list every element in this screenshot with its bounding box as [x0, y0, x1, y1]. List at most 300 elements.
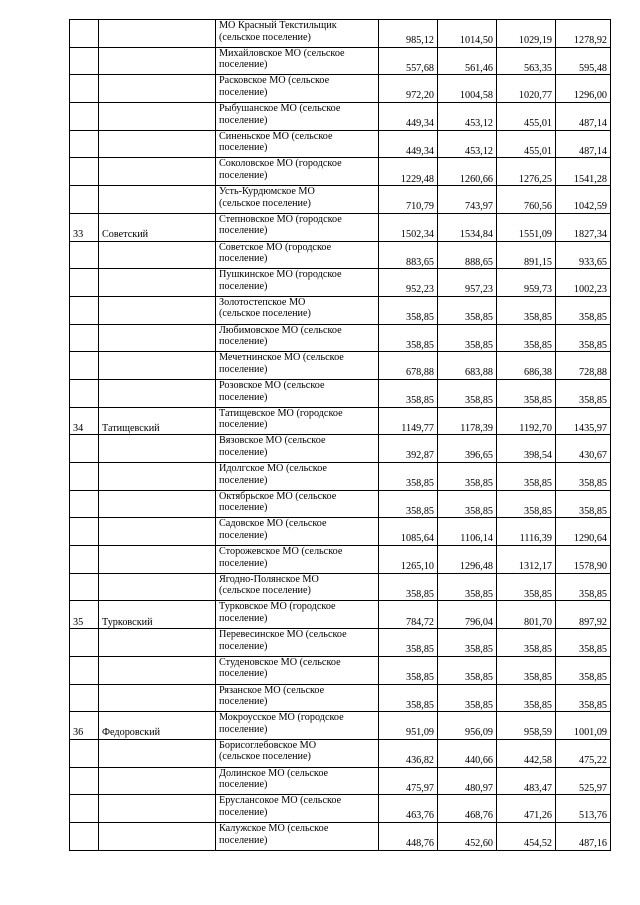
- value-cell-4: 487,14: [556, 130, 611, 158]
- value-cell-4: 1296,00: [556, 75, 611, 103]
- value-cell-4: 1541,28: [556, 158, 611, 186]
- value-cell-3: 891,15: [497, 241, 556, 269]
- municipality-name-line1: Усть-Курдюмское МО: [219, 186, 315, 198]
- value-cell-2: 358,85: [438, 573, 497, 601]
- value-cell-2: 358,85: [438, 490, 497, 518]
- value-cell-1: 358,85: [379, 463, 438, 491]
- municipality-name-line2: (сельское поселение): [219, 308, 311, 320]
- row-number-cell: [70, 573, 99, 601]
- value-cell-4: 430,67: [556, 435, 611, 463]
- municipality-name-line1: Розовское МО (сельское: [219, 379, 325, 391]
- municipality-name-line2: (сельское поселение): [219, 585, 311, 597]
- value-cell-4: 525,97: [556, 767, 611, 795]
- district-cell: [99, 75, 216, 103]
- row-number-cell: [70, 822, 99, 850]
- municipality-name-cell: [216, 213, 379, 241]
- table-row: [70, 213, 611, 241]
- table-row: [70, 241, 611, 269]
- row-number-cell: [70, 352, 99, 380]
- table-row: [70, 435, 611, 463]
- table-row: [70, 629, 611, 657]
- value-cell-3: 1312,17: [497, 546, 556, 574]
- value-cell-2: 358,85: [438, 296, 497, 324]
- municipality-name-cell: [216, 684, 379, 712]
- municipality-name-line1: МО Красный Текстильщик: [219, 20, 337, 31]
- municipality-name-line1: Пушкинское МО (городское: [219, 269, 342, 281]
- value-cell-1: 972,20: [379, 75, 438, 103]
- value-cell-3: 471,26: [497, 795, 556, 823]
- district-cell: [99, 20, 216, 48]
- tariff-table: [69, 19, 611, 851]
- municipality-name-line1: Любимовское МО (сельское: [219, 324, 342, 336]
- value-cell-4: 1435,97: [556, 407, 611, 435]
- row-number-cell: [70, 47, 99, 75]
- district-cell: Федоровский: [99, 712, 216, 740]
- value-cell-3: 1116,39: [497, 518, 556, 546]
- district-cell: [99, 103, 216, 131]
- municipality-name-line2: поселение): [219, 502, 268, 514]
- value-cell-4: 475,22: [556, 739, 611, 767]
- district-cell: [99, 822, 216, 850]
- municipality-name-cell: [216, 379, 379, 407]
- table-row: [70, 739, 611, 767]
- value-cell-3: 358,85: [497, 379, 556, 407]
- municipality-name-cell: [216, 130, 379, 158]
- municipality-name-line1: Студеновское МО (сельское: [219, 656, 341, 668]
- district-cell: [99, 158, 216, 186]
- value-cell-2: 888,65: [438, 241, 497, 269]
- value-cell-3: 442,58: [497, 739, 556, 767]
- value-cell-3: 358,85: [497, 463, 556, 491]
- district-cell: Советский: [99, 213, 216, 241]
- value-cell-2: 453,12: [438, 103, 497, 131]
- table-body: [70, 20, 611, 851]
- value-cell-3: 1192,70: [497, 407, 556, 435]
- value-cell-2: 1014,50: [438, 20, 497, 48]
- row-number-cell: [70, 379, 99, 407]
- value-cell-1: 1502,34: [379, 213, 438, 241]
- value-cell-1: 1149,77: [379, 407, 438, 435]
- value-cell-2: 358,85: [438, 684, 497, 712]
- table-row: [70, 324, 611, 352]
- value-cell-1: 449,34: [379, 103, 438, 131]
- municipality-name-line2: поселение): [219, 779, 268, 791]
- district-cell: [99, 767, 216, 795]
- district-cell: [99, 463, 216, 491]
- value-cell-4: 358,85: [556, 684, 611, 712]
- row-number-cell: [70, 795, 99, 823]
- value-cell-1: 985,12: [379, 20, 438, 48]
- table-row: [70, 296, 611, 324]
- municipality-name-line1: Садовское МО (сельское: [219, 518, 327, 530]
- municipality-name-cell: [216, 601, 379, 629]
- value-cell-1: 1265,10: [379, 546, 438, 574]
- table-row: [70, 712, 611, 740]
- value-cell-1: 358,85: [379, 684, 438, 712]
- value-cell-4: 728,88: [556, 352, 611, 380]
- value-cell-2: 1004,58: [438, 75, 497, 103]
- value-cell-1: 358,85: [379, 379, 438, 407]
- municipality-name-line2: поселение): [219, 474, 268, 486]
- row-number-cell: [70, 463, 99, 491]
- value-cell-3: 959,73: [497, 269, 556, 297]
- municipality-name-cell: [216, 103, 379, 131]
- municipality-name-line2: поселение): [219, 86, 268, 98]
- municipality-name-line2: поселение): [219, 640, 268, 652]
- value-cell-4: 358,85: [556, 656, 611, 684]
- value-cell-2: 358,85: [438, 629, 497, 657]
- municipality-name-line2: поселение): [219, 723, 268, 735]
- value-cell-2: 358,85: [438, 463, 497, 491]
- municipality-name-line1: Долинское МО (сельское: [219, 767, 329, 779]
- value-cell-1: 358,85: [379, 573, 438, 601]
- district-cell: [99, 379, 216, 407]
- value-cell-2: 358,85: [438, 656, 497, 684]
- row-number-cell: 33: [70, 213, 99, 241]
- municipality-name-cell: [216, 573, 379, 601]
- municipality-name-cell: [216, 47, 379, 75]
- district-cell: [99, 435, 216, 463]
- municipality-name-line2: поселение): [219, 391, 268, 403]
- value-cell-2: 396,65: [438, 435, 497, 463]
- row-number-cell: [70, 324, 99, 352]
- row-number-cell: [70, 490, 99, 518]
- municipality-name-cell: [216, 546, 379, 574]
- value-cell-4: 1578,90: [556, 546, 611, 574]
- table-row: [70, 463, 611, 491]
- value-cell-1: 449,34: [379, 130, 438, 158]
- row-number-cell: 36: [70, 712, 99, 740]
- district-cell: [99, 47, 216, 75]
- value-cell-4: 1278,92: [556, 20, 611, 48]
- value-cell-3: 801,70: [497, 601, 556, 629]
- value-cell-1: 448,76: [379, 822, 438, 850]
- value-cell-2: 358,85: [438, 379, 497, 407]
- municipality-name-cell: [216, 75, 379, 103]
- table-row: [70, 546, 611, 574]
- municipality-name-cell: [216, 324, 379, 352]
- municipality-name-line2: (сельское поселение): [219, 197, 311, 209]
- municipality-name-line1: Перевесинское МО (сельское: [219, 629, 347, 641]
- value-cell-2: 1106,14: [438, 518, 497, 546]
- table-row: [70, 518, 611, 546]
- value-cell-3: 358,85: [497, 656, 556, 684]
- value-cell-2: 1534,84: [438, 213, 497, 241]
- value-cell-4: 595,48: [556, 47, 611, 75]
- value-cell-4: 358,85: [556, 296, 611, 324]
- row-number-cell: [70, 435, 99, 463]
- value-cell-1: 358,85: [379, 296, 438, 324]
- value-cell-3: 483,47: [497, 767, 556, 795]
- row-number-cell: [70, 767, 99, 795]
- table-row: [70, 269, 611, 297]
- value-cell-3: 958,59: [497, 712, 556, 740]
- row-number-cell: [70, 241, 99, 269]
- district-cell: [99, 186, 216, 214]
- municipality-name-line2: поселение): [219, 363, 268, 375]
- value-cell-1: 883,65: [379, 241, 438, 269]
- value-cell-3: 358,85: [497, 573, 556, 601]
- value-cell-1: 463,76: [379, 795, 438, 823]
- table-row: [70, 352, 611, 380]
- value-cell-2: 358,85: [438, 324, 497, 352]
- value-cell-4: 1827,34: [556, 213, 611, 241]
- value-cell-1: 784,72: [379, 601, 438, 629]
- value-cell-3: 1029,19: [497, 20, 556, 48]
- municipality-name-cell: [216, 296, 379, 324]
- municipality-name-line2: поселение): [219, 336, 268, 348]
- municipality-name-line1: Рязанское МО (сельское: [219, 684, 325, 696]
- district-cell: [99, 656, 216, 684]
- table-row: [70, 573, 611, 601]
- district-cell: [99, 269, 216, 297]
- district-cell: [99, 518, 216, 546]
- row-number-cell: [70, 130, 99, 158]
- municipality-name-line2: поселение): [219, 419, 268, 431]
- value-cell-4: 1001,09: [556, 712, 611, 740]
- row-number-cell: [70, 20, 99, 48]
- value-cell-2: 440,66: [438, 739, 497, 767]
- municipality-name-line1: Мокроусское МО (городское: [219, 712, 344, 724]
- value-cell-4: 897,92: [556, 601, 611, 629]
- value-cell-3: 1276,25: [497, 158, 556, 186]
- municipality-name-cell: [216, 656, 379, 684]
- value-cell-2: 561,46: [438, 47, 497, 75]
- district-cell: [99, 296, 216, 324]
- value-cell-4: 1002,23: [556, 269, 611, 297]
- municipality-name-line1: Мечетнинское МО (сельское: [219, 352, 344, 364]
- value-cell-1: 358,85: [379, 324, 438, 352]
- municipality-name-line2: поселение): [219, 557, 268, 569]
- municipality-name-line1: Борисоглебовское МО: [219, 739, 317, 751]
- row-number-cell: [70, 546, 99, 574]
- value-cell-4: 487,16: [556, 822, 611, 850]
- value-cell-3: 1551,09: [497, 213, 556, 241]
- table-row: [70, 684, 611, 712]
- value-cell-2: 956,09: [438, 712, 497, 740]
- district-cell: [99, 573, 216, 601]
- municipality-name-line2: поселение): [219, 280, 268, 292]
- municipality-name-line2: поселение): [219, 529, 268, 541]
- value-cell-1: 475,97: [379, 767, 438, 795]
- value-cell-3: 358,85: [497, 629, 556, 657]
- table-row: [70, 767, 611, 795]
- value-cell-4: 487,14: [556, 103, 611, 131]
- value-cell-2: 453,12: [438, 130, 497, 158]
- municipality-name-cell: [216, 269, 379, 297]
- municipality-name-line2: поселение): [219, 253, 268, 265]
- municipality-name-cell: [216, 463, 379, 491]
- row-number-cell: [70, 186, 99, 214]
- table-row: [70, 407, 611, 435]
- value-cell-3: 398,54: [497, 435, 556, 463]
- municipality-name-cell: [216, 20, 379, 48]
- row-number-cell: [70, 296, 99, 324]
- value-cell-3: 358,85: [497, 324, 556, 352]
- row-number-cell: [70, 629, 99, 657]
- value-cell-3: 563,35: [497, 47, 556, 75]
- district-cell: [99, 324, 216, 352]
- district-cell: [99, 546, 216, 574]
- municipality-name-line1: Идолгское МО (сельское: [219, 463, 327, 474]
- value-cell-2: 957,23: [438, 269, 497, 297]
- value-cell-4: 358,85: [556, 629, 611, 657]
- row-number-cell: 34: [70, 407, 99, 435]
- municipality-name-line1: Расковское МО (сельское: [219, 75, 330, 87]
- district-cell: [99, 684, 216, 712]
- row-number-cell: [70, 656, 99, 684]
- value-cell-2: 468,76: [438, 795, 497, 823]
- table-row: [70, 130, 611, 158]
- value-cell-2: 1296,48: [438, 546, 497, 574]
- value-cell-1: 952,23: [379, 269, 438, 297]
- row-number-cell: [70, 269, 99, 297]
- district-cell: [99, 490, 216, 518]
- value-cell-1: 358,85: [379, 490, 438, 518]
- value-cell-1: 678,88: [379, 352, 438, 380]
- value-cell-1: 951,09: [379, 712, 438, 740]
- municipality-name-cell: [216, 739, 379, 767]
- municipality-name-cell: [216, 186, 379, 214]
- value-cell-1: 557,68: [379, 47, 438, 75]
- table-row: [70, 158, 611, 186]
- municipality-name-line2: поселение): [219, 142, 268, 154]
- municipality-name-line1: Синеньское МО (сельское: [219, 130, 333, 142]
- district-cell: [99, 130, 216, 158]
- municipality-name-line1: Татищевское МО (городское: [219, 407, 343, 419]
- municipality-name-cell: [216, 158, 379, 186]
- municipality-name-line2: поселение): [219, 225, 268, 237]
- municipality-name-line2: поселение): [219, 59, 268, 71]
- value-cell-2: 683,88: [438, 352, 497, 380]
- table-row: [70, 490, 611, 518]
- row-number-cell: [70, 684, 99, 712]
- municipality-name-line1: Степновское МО (городское: [219, 213, 342, 225]
- district-cell: Турковский: [99, 601, 216, 629]
- municipality-name-cell: [216, 712, 379, 740]
- district-cell: [99, 352, 216, 380]
- municipality-name-line1: Сторожевское МО (сельское: [219, 546, 343, 558]
- value-cell-3: 686,38: [497, 352, 556, 380]
- municipality-name-cell: [216, 767, 379, 795]
- municipality-name-line1: Михайловское МО (сельское: [219, 47, 345, 59]
- municipality-name-cell: [216, 795, 379, 823]
- value-cell-4: 513,76: [556, 795, 611, 823]
- district-cell: Татищевский: [99, 407, 216, 435]
- table-row: [70, 47, 611, 75]
- row-number-cell: [70, 518, 99, 546]
- row-number-cell: [70, 75, 99, 103]
- value-cell-3: 455,01: [497, 103, 556, 131]
- value-cell-3: 358,85: [497, 490, 556, 518]
- value-cell-3: 454,52: [497, 822, 556, 850]
- municipality-name-cell: [216, 435, 379, 463]
- value-cell-2: 743,97: [438, 186, 497, 214]
- municipality-name-line1: Советское МО (городское: [219, 241, 332, 253]
- district-cell: [99, 629, 216, 657]
- row-number-cell: [70, 158, 99, 186]
- municipality-name-line2: поселение): [219, 834, 268, 846]
- municipality-name-cell: [216, 241, 379, 269]
- value-cell-4: 358,85: [556, 379, 611, 407]
- value-cell-4: 933,65: [556, 241, 611, 269]
- table-row: [70, 379, 611, 407]
- municipality-name-line1: Ягодно-Полянское МО: [219, 573, 319, 585]
- municipality-name-line2: поселение): [219, 446, 268, 458]
- value-cell-4: 358,85: [556, 324, 611, 352]
- municipality-name-line1: Вязовское МО (сельское: [219, 435, 326, 447]
- district-cell: [99, 241, 216, 269]
- value-cell-3: 1020,77: [497, 75, 556, 103]
- value-cell-4: 1042,59: [556, 186, 611, 214]
- table-row: [70, 656, 611, 684]
- municipality-name-line1: Рыбушанское МО (сельское: [219, 103, 341, 115]
- table-row: [70, 822, 611, 850]
- table-row: [70, 103, 611, 131]
- municipality-name-line1: Октябрьское МО (сельское: [219, 490, 337, 502]
- municipality-name-cell: [216, 822, 379, 850]
- value-cell-4: 358,85: [556, 490, 611, 518]
- municipality-name-cell: [216, 352, 379, 380]
- district-cell: [99, 795, 216, 823]
- municipality-name-line2: поселение): [219, 613, 268, 625]
- value-cell-3: 358,85: [497, 684, 556, 712]
- value-cell-1: 1085,64: [379, 518, 438, 546]
- value-cell-3: 760,56: [497, 186, 556, 214]
- value-cell-3: 358,85: [497, 296, 556, 324]
- municipality-name-line1: Турковское МО (городское: [219, 601, 336, 613]
- municipality-name-line2: поселение): [219, 806, 268, 818]
- value-cell-1: 392,87: [379, 435, 438, 463]
- municipality-name-line2: поселение): [219, 668, 268, 680]
- municipality-name-line1: Соколовское МО (городское: [219, 158, 342, 170]
- municipality-name-line2: поселение): [219, 170, 268, 182]
- table-row: [70, 795, 611, 823]
- municipality-name-line2: (сельское поселение): [219, 31, 311, 43]
- table-row: [70, 186, 611, 214]
- municipality-name-cell: [216, 407, 379, 435]
- municipality-name-line1: Калужское МО (сельское: [219, 822, 329, 834]
- value-cell-2: 1260,66: [438, 158, 497, 186]
- row-number-cell: [70, 739, 99, 767]
- municipality-name-line2: поселение): [219, 696, 268, 708]
- municipality-name-cell: [216, 490, 379, 518]
- value-cell-1: 358,85: [379, 629, 438, 657]
- value-cell-1: 358,85: [379, 656, 438, 684]
- value-cell-4: 1290,64: [556, 518, 611, 546]
- municipality-name-cell: [216, 629, 379, 657]
- value-cell-2: 480,97: [438, 767, 497, 795]
- value-cell-2: 1178,39: [438, 407, 497, 435]
- value-cell-4: 358,85: [556, 463, 611, 491]
- table-row: [70, 601, 611, 629]
- table-row: [70, 75, 611, 103]
- municipality-name-line2: поселение): [219, 114, 268, 126]
- municipality-name-cell: [216, 518, 379, 546]
- value-cell-1: 1229,48: [379, 158, 438, 186]
- value-cell-1: 436,82: [379, 739, 438, 767]
- row-number-cell: 35: [70, 601, 99, 629]
- district-cell: [99, 739, 216, 767]
- row-number-cell: [70, 103, 99, 131]
- municipality-name-line1: Золотостепское МО: [219, 296, 306, 308]
- municipality-name-line1: Еруслансокое МО (сельское: [219, 795, 342, 807]
- value-cell-4: 358,85: [556, 573, 611, 601]
- value-cell-2: 452,60: [438, 822, 497, 850]
- value-cell-2: 796,04: [438, 601, 497, 629]
- value-cell-3: 455,01: [497, 130, 556, 158]
- municipality-name-line2: (сельское поселение): [219, 751, 311, 763]
